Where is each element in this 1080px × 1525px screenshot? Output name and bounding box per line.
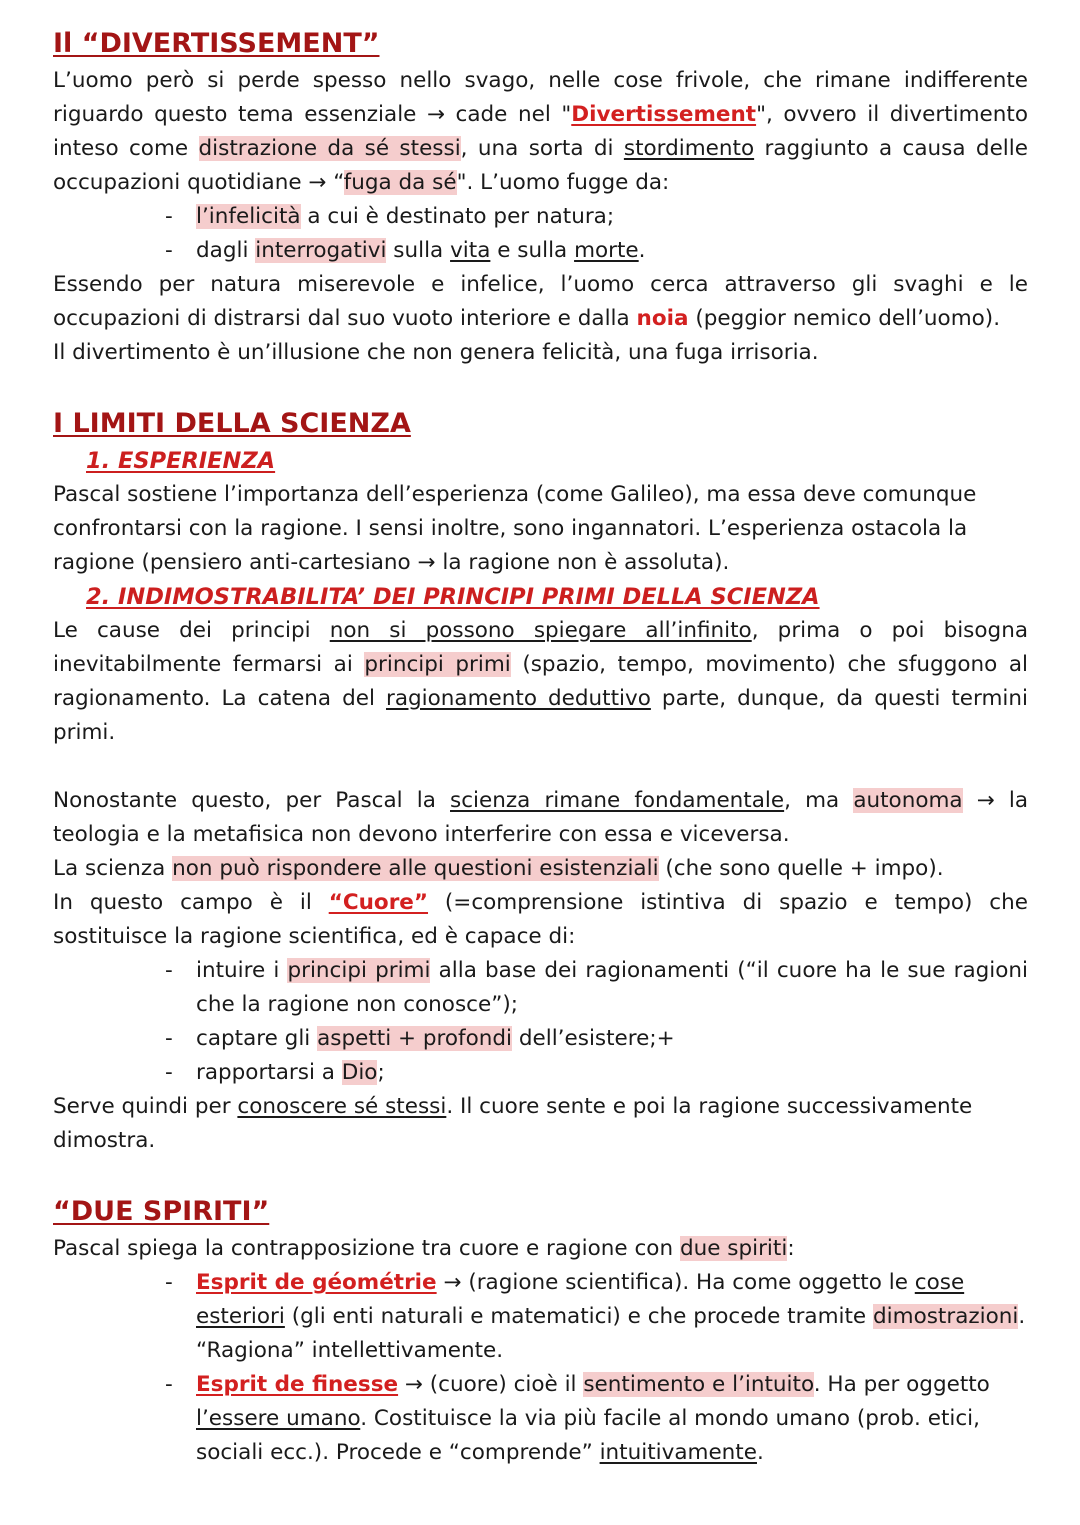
list-item: - l’infelicità a cui è destinato per natura; bbox=[196, 200, 1028, 234]
term-cuore: “Cuore” bbox=[328, 890, 429, 915]
heading-due-spiriti: “DUE SPIRITI” bbox=[53, 1196, 270, 1227]
fugge-list bbox=[53, 200, 1028, 268]
scienza-autonoma-paragraph: Nonostante questo, per Pascal la scienza rimane fondamentale, ma autonoma → la teologia e la metafisica non devono interferire con essa e viceversa. bbox=[53, 788, 1029, 847]
highlight-fuga: fuga da sé bbox=[343, 170, 457, 195]
list-item: - rapportarsi a Dio; bbox=[196, 1056, 1028, 1090]
divertissement-paragraph-3: Il divertimento è un’illusione che non genera felicità, una fuga irrisoria. bbox=[53, 340, 819, 365]
divertissement-intro: L’uomo però si perde spesso nello svago, nelle cose frivole, che rimane indifferente riguardo questo tema essenziale → cade nel "Divertissement", ovvero il divertimento inteso come distrazione da sé stessi, una sorta di stordimento raggiunto a causa delle occupazioni quotidiane → “fuga da sé". L’uomo fugge da: bbox=[53, 68, 1028, 195]
list-item: - captare gli aspetti + profondi dell’esistere;+ bbox=[196, 1022, 1028, 1056]
notes-page bbox=[53, 24, 1028, 1470]
highlight-distrazione: distrazione da sé stessi bbox=[198, 136, 461, 161]
list-item: - dagli interrogativi sulla vita e sulla morte. bbox=[196, 234, 1028, 268]
term-noia: noia bbox=[636, 306, 689, 331]
divertissement-paragraph-2: Essendo per natura miserevole e infelice, l’uomo cerca attraverso gli svaghi e le occupazioni di distrarsi dal suo vuoto interiore e dalla noia (peggior nemico dell’uomo). bbox=[53, 272, 1028, 331]
heading-limiti-scienza: I LIMITI DELLA SCIENZA bbox=[53, 408, 411, 439]
cuore-list bbox=[53, 954, 1028, 1090]
scienza-limiti-paragraph: La scienza non può rispondere alle questioni esistenziali (che sono quelle + impo). bbox=[53, 856, 944, 881]
esperienza-paragraph: Pascal sostiene l’importanza dell’esperienza (come Galileo), ma essa deve comunque confrontarsi con la ragione. I sensi inoltre, sono ingannatori. L’esperienza ostacola la ragione (pensiero anti-cartesiano → la ragione non è assoluta). bbox=[53, 482, 977, 575]
underline-stordimento: stordimento bbox=[623, 136, 755, 161]
cuore-paragraph: In questo campo è il “Cuore” (=comprensione istintiva di spazio e tempo) che sostituisce la ragione scientifica, ed è capace di: bbox=[53, 890, 1028, 949]
heading-divertissement: Il “DIVERTISSEMENT” bbox=[53, 28, 380, 59]
list-item-finesse: - Esprit de finesse → (cuore) cioè il sentimento e l’intuito. Ha per oggetto l’essere umano. Costituisce la via più facile al mondo umano (prob. etici, sociali ecc.). Procede e “comprende” intuitivamente. bbox=[196, 1368, 1028, 1470]
subheading-esperienza: 1. ESPERIENZA bbox=[86, 448, 276, 474]
conoscere-paragraph: Serve quindi per conoscere sé stessi. Il cuore sente e poi la ragione successivamente dimostra. bbox=[53, 1094, 973, 1153]
term-divertissement: Divertissement bbox=[571, 102, 757, 127]
list-item: - intuire i principi primi alla base dei ragionamenti (“il cuore ha le sue ragioni che la ragione non conosce”); bbox=[196, 954, 1028, 1022]
subheading-indimostrabilita: 2. INDIMOSTRABILITA’ DEI PRINCIPI PRIMI DELLA SCIENZA bbox=[86, 584, 820, 610]
list-item-geometrie: - Esprit de géométrie → (ragione scientifica). Ha come oggetto le cose esteriori (gli enti naturali e matematici) e che procede tramite dimostrazioni. “Ragiona” intellettivamente. bbox=[196, 1266, 1028, 1368]
principi-paragraph: Le cause dei principi non si possono spiegare all’infinito, prima o poi bisogna inevitabilmente fermarsi ai principi primi (spazio, tempo, movimento) che sfuggono al ragionamento. La catena del ragionamento deduttivo parte, dunque, da questi termini primi. bbox=[53, 618, 1028, 745]
due-spiriti-intro: Pascal spiega la contrapposizione tra cuore e ragione con due spiriti: bbox=[53, 1236, 795, 1261]
spiriti-list bbox=[53, 1266, 1028, 1470]
